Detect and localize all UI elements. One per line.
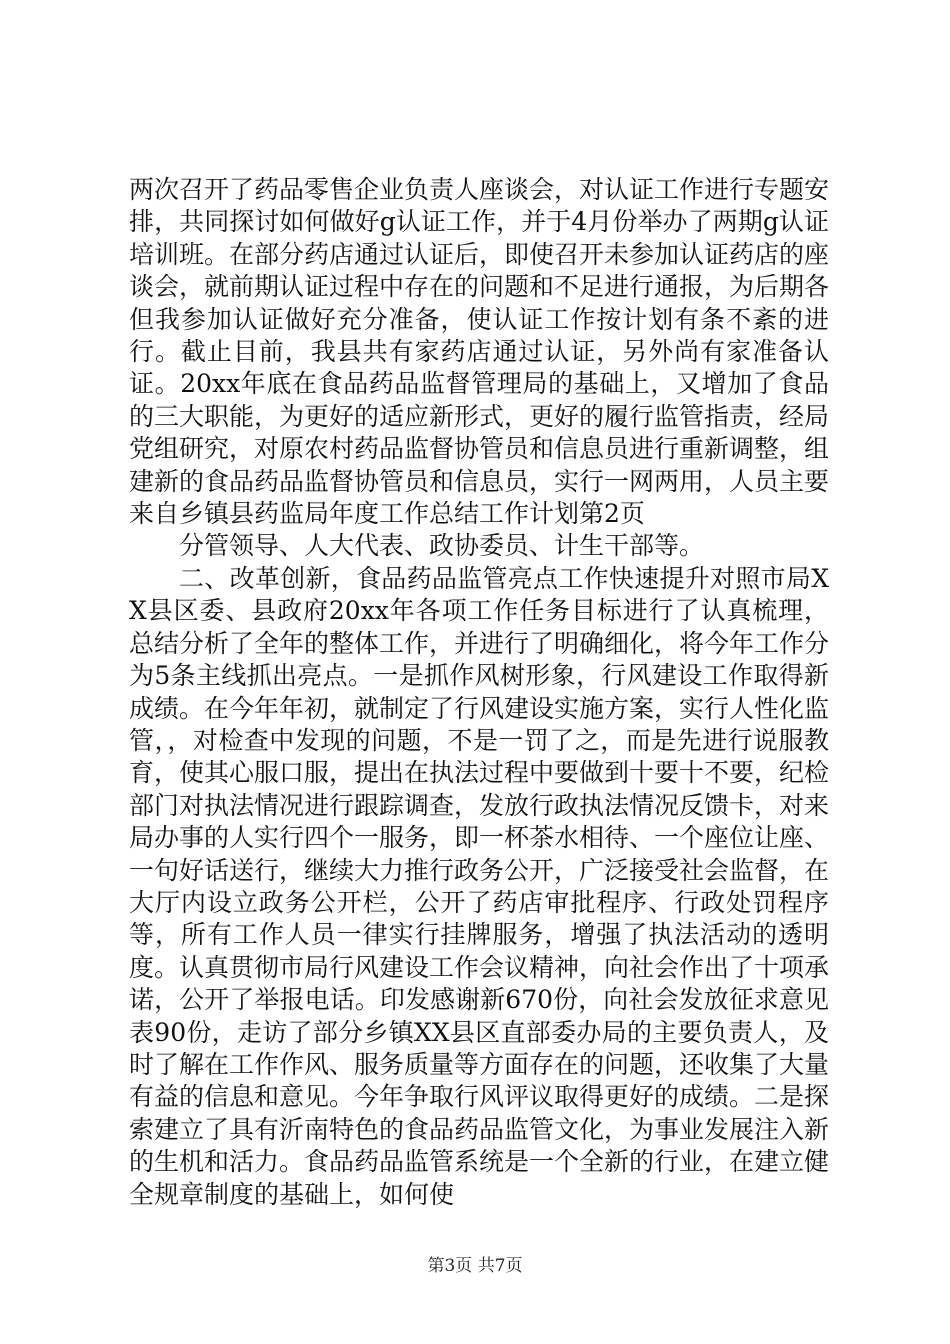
paragraph-1: 两次召开了药品零售企业负责人座谈会，对认证工作进行专题安排，共同探讨如何做好g认证工作，并于4月份举办了两期g认证培训班。在部分药店通过认证后，即使召开未参加认证药店的座谈会，就前期认证过程中存在的问题和不足进行通报，为后期各但我参加认证做好充分准备，使认证工作按计划有条不紊的进行。截止目前，我县共有家药店通过认证，另外尚有家准备认证。20xx年底在食品药品监督管理局的基础上，又增加了食品的三大职能，为更好的适应新形式，更好的履行监管指责，经局党组研究，对原农村药品监督协管员和信息员进行重新调整，组建新的食品药品监督协管员和信息员，实行一网两用，人员主要来自乡镇县药监局年度工作总结工作计划第2页 — [129, 175, 830, 529]
paragraph-2: 分管领导、人大代表、政协委员、计生干部等。 — [179, 531, 705, 561]
document-body — [129, 174, 829, 1211]
paragraph-3: 二、改革创新，食品药品监管亮点工作快速提升对照市局XX县区委、县政府20xx年各项工作任务目标进行了认真梳理，总结分析了全年的整体工作，并进行了明确细化，将今年工作分为5条主线抓出亮点。一是抓作风树形象，行风建设工作取得新成绩。在今年年初，就制定了行风建设实施方案，实行人性化监管，，对检查中发现的问题，不是一罚了之，而是先进行说服教育，使其心服口服，提出在执法过程中要做到十要十不要，纪检部门对执法情况进行跟踪调查，发放行政执法情况反馈卡，对来局办事的人实行四个一服务，即一杯茶水相待、一个座位让座、一句好话送行，继续大力推行政务公开，广泛接受社会监督，在大厅内设立政务公开栏，公开了药店审批程序、行政处罚程序等，所有工作人员一律实行挂牌服务，增强了执法活动的透明度。认真贯彻市局行风建设工作会议精神，向社会作出了十项承诺，公开了举报电话。印发感谢新670份，向社会发放征求意见表90份，走访了部分乡镇XX县区直部委办局的主要负责人，及时了解在工作作风、服务质量等方面存在的问题，还收集了大量有益的信息和意见。今年争取行风评议取得更好的成绩。二是探索建立了具有沂南特色的食品药品监管文化，为事业发展注入新的生机和活力。食品药品监管系统是一个全新的行业，在建立健全规章制度的基础上，如何使 — [129, 563, 830, 1209]
page-footer: 第3页 共7页 — [427, 1256, 523, 1276]
